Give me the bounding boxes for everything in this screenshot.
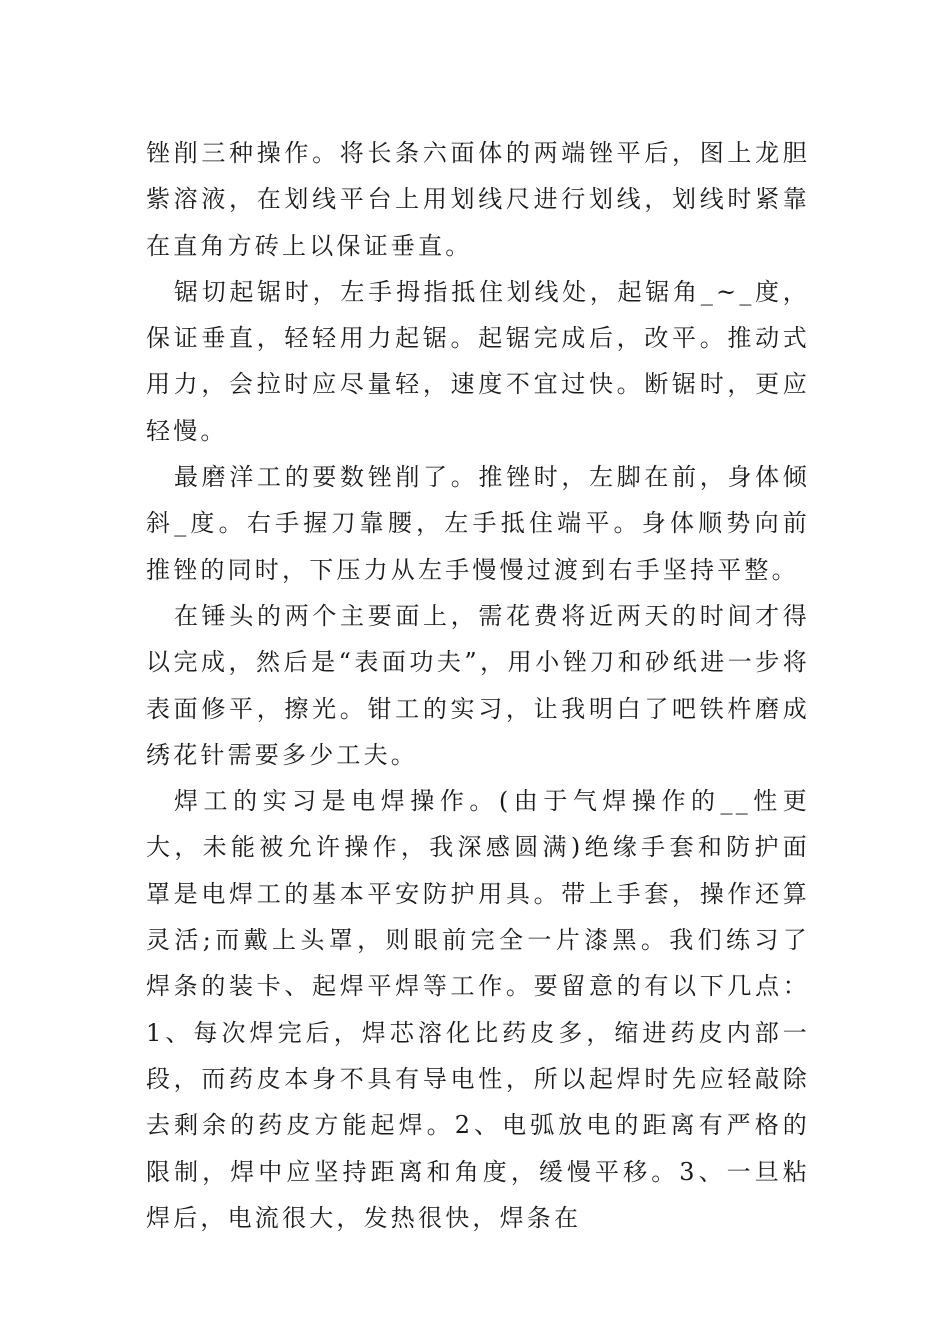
paragraph-sawing: 锯切起锯时，左手拇指抵住划线处，起锯角_~_度，保证垂直，轻轻用力起锯。起锯完成后，改平。推动式用力，会拉时应尽量轻，速度不宜过快。断锯时，更应轻慢。 xyxy=(146,277,810,445)
paragraph-welding: 焊工的实习是电焊操作。(由于气焊操作的__性更大，未能被允许操作，我深感圆满)绝缘手套和防护面罩是电焊工的基本平安防护用具。带上手套，操作还算灵活;而戴上头罩，则眼前完全一片漆黑。我们练习了焊条的装卡、起焊平焊等工作。要留意的有以下几点：1、每次焊完后，焊芯溶化比药皮多，缩进药皮内部一段，而药皮本身不具有导电性，所以起焊时先应轻敲除去剩余的药皮方能起焊。2、电弧放电的距离有严格的限制，焊中应坚持距离和角度，缓慢平移。3、一旦粘焊后，电流很大，发热很快，焊条在 xyxy=(146,787,810,1232)
paragraph-hammer-finishing: 在锤头的两个主要面上，需花费将近两天的时间才得以完成，然后是“表面功夫”，用小锉刀和砂纸进一步将表面修平，擦光。钳工的实习，让我明白了吧铁杵磨成绣花针需要多少工夫。 xyxy=(146,601,810,769)
paragraph-filing-technique: 最磨洋工的要数锉削了。推锉时，左脚在前，身体倾斜_度。右手握刀靠腰，左手抵住端平。身体顺势向前推锉的同时，下压力从左手慢慢过渡到右手坚持平整。 xyxy=(146,463,810,584)
body-text xyxy=(146,130,810,1241)
paragraph-filing: 锉削三种操作。将长条六面体的两端锉平后，图上龙胆紫溶液，在划线平台上用划线尺进行划线，划线时紧靠在直角方砖上以保证垂直。 xyxy=(146,139,810,260)
